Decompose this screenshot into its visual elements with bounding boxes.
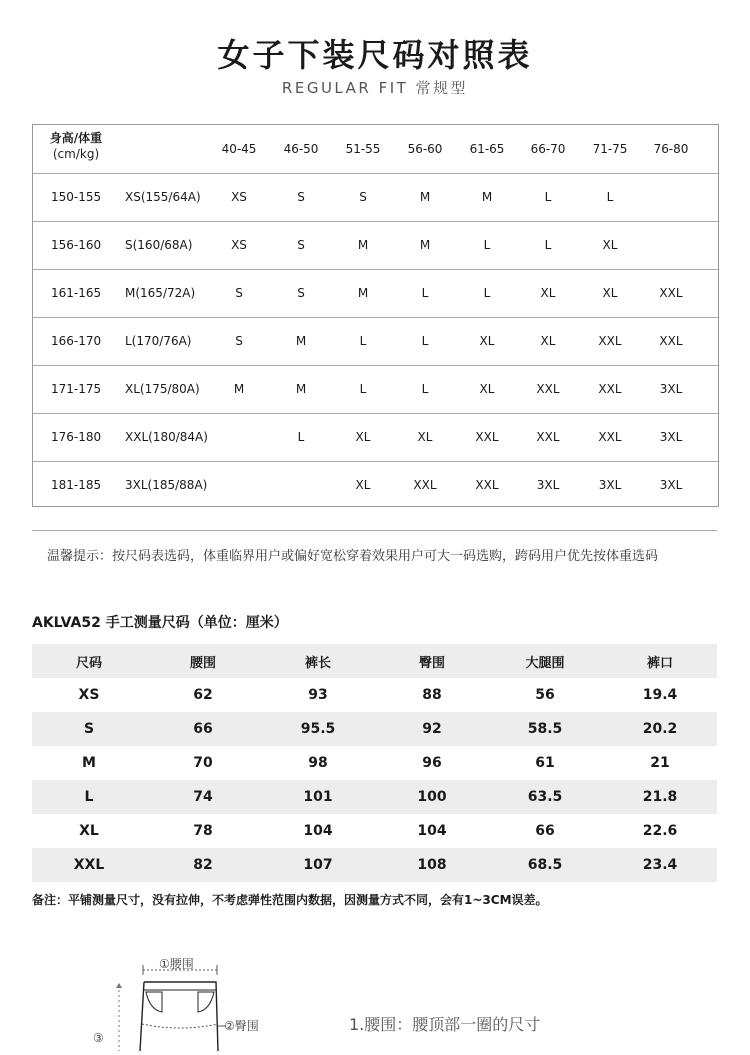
size-cell: L (606, 190, 614, 204)
height-range: 161-165 (51, 286, 102, 300)
label-hip: ②臀围 (224, 1019, 259, 1033)
size-cell (209, 413, 269, 461)
measurement-cell: 19.4 (642, 687, 678, 703)
measurement-column-header: 大腿围 (525, 655, 565, 671)
measurement-cell: 101 (303, 789, 333, 805)
size-cell: XL (540, 334, 556, 348)
measurement-cell: M (82, 755, 96, 771)
measurement-row (32, 678, 717, 712)
size-label: L(170/76A) (125, 334, 192, 348)
weight-column-header: 51-55 (345, 142, 381, 156)
size-cell: XL (479, 382, 495, 396)
size-cell: S (235, 286, 243, 300)
measurement-table (32, 644, 717, 882)
size-label: XXL(180/84A) (125, 430, 208, 444)
measurement-cell: 70 (193, 755, 213, 771)
measurement-cell: 88 (422, 687, 442, 703)
weight-column-header: 61-65 (469, 142, 505, 156)
size-cell: XS (231, 238, 247, 252)
measurement-row (32, 746, 717, 780)
measurement-title: AKLVA52 手工测量尺码（单位：厘米） (32, 615, 288, 631)
size-cell (271, 461, 331, 509)
measurement-cell: 62 (193, 687, 213, 703)
size-cell: 3XL (659, 478, 683, 492)
measurement-cell: XXL (73, 857, 105, 873)
size-cell: XS (231, 190, 247, 204)
size-cell: S (297, 286, 305, 300)
size-cell: M (419, 190, 431, 204)
measurement-row (32, 712, 717, 746)
measurement-cell: 92 (422, 721, 442, 737)
measurement-cell: 107 (303, 857, 333, 873)
height-range: 176-180 (51, 430, 102, 444)
measurement-column-header: 腰围 (189, 655, 216, 671)
corner-label-line2: (cm/kg) (52, 147, 100, 161)
size-cell: L (359, 334, 367, 348)
size-cell: 3XL (598, 478, 622, 492)
measurement-cell: S (83, 721, 95, 737)
measurement-cell: 20.2 (642, 721, 678, 737)
size-cell: S (297, 238, 305, 252)
size-cell: XL (602, 286, 618, 300)
size-cell: XXL (659, 334, 683, 348)
size-cell: XXL (598, 334, 622, 348)
size-cell: L (359, 382, 367, 396)
measurement-cell: 23.4 (642, 857, 678, 873)
size-cell: XL (540, 286, 556, 300)
size-cell: L (421, 334, 429, 348)
measurement-cell: 58.5 (527, 721, 563, 737)
size-chart-row (33, 365, 718, 414)
size-cell: S (235, 334, 243, 348)
measurement-cell: 104 (303, 823, 333, 839)
measurement-cell: 104 (417, 823, 447, 839)
size-chart-table (32, 124, 719, 507)
measurement-row (32, 848, 717, 882)
size-chart-row (33, 317, 718, 366)
measurement-row (32, 780, 717, 814)
size-cell: XL (355, 478, 371, 492)
size-cell: M (357, 238, 369, 252)
size-label: M(165/72A) (125, 286, 196, 300)
size-cell: M (295, 334, 307, 348)
size-cell: XXL (598, 382, 622, 396)
size-chart-row (33, 173, 718, 222)
size-cell: XL (602, 238, 618, 252)
measurement-cell: XL (79, 823, 99, 839)
measurement-cell: 108 (417, 857, 447, 873)
weight-column-header: 76-80 (653, 142, 689, 156)
page-title: 女子下装尺码对照表 (217, 36, 533, 74)
measurement-cell: 78 (193, 823, 213, 839)
measurement-cell: 98 (308, 755, 328, 771)
size-label: XL(175/80A) (125, 382, 200, 396)
size-chart-row (33, 269, 718, 318)
size-cell: S (359, 190, 367, 204)
size-cell: 3XL (659, 382, 683, 396)
weight-column-header: 40-45 (221, 142, 257, 156)
label-waist: ①腰围 (159, 957, 194, 971)
size-cell: L (483, 286, 491, 300)
measurement-cell: 66 (193, 721, 213, 737)
height-range: 171-175 (51, 382, 102, 396)
measurement-cell: 68.5 (527, 857, 563, 873)
measurement-cell: XS (78, 687, 100, 703)
size-notice: 温馨提示：按尺码表选码，体重临界用户或偏好宽松穿着效果用户可大一码选购，跨码用户优先按体重选码 (47, 549, 659, 564)
diagram-legend-waist: 1.腰围：腰顶部一圈的尺寸 (349, 1015, 541, 1034)
measurement-cell: 96 (422, 755, 442, 771)
label-three: ③ (93, 1031, 104, 1045)
measurement-cell: 95.5 (300, 721, 336, 737)
measurement-cell: 21 (650, 755, 670, 771)
measurement-row (32, 814, 717, 848)
size-chart-row (33, 221, 718, 270)
measurement-column-header: 尺码 (75, 655, 102, 671)
size-cell: S (297, 190, 305, 204)
corner-label (47, 130, 105, 162)
page-subtitle: REGULAR FIT 常规型 (281, 79, 469, 97)
size-cell: XXL (475, 478, 499, 492)
height-range: 156-160 (51, 238, 102, 252)
size-label: S(160/68A) (125, 238, 193, 252)
measurement-column-header: 裤口 (646, 655, 673, 671)
measurement-footnote: 备注：平铺测量尺寸，没有拉伸，不考虑弹性范围内数据，因测量方式不同，会有1~3CM误差。 (32, 893, 548, 907)
measurement-cell: 74 (193, 789, 213, 805)
measurement-cell: 63.5 (527, 789, 563, 805)
size-cell: XXL (536, 430, 560, 444)
size-cell: XL (479, 334, 495, 348)
size-cell: L (544, 190, 552, 204)
size-cell: L (421, 382, 429, 396)
size-label: XS(155/64A) (125, 190, 201, 204)
measurement-cell: 61 (535, 755, 555, 771)
size-cell: M (419, 238, 431, 252)
size-cell: 3XL (659, 430, 683, 444)
size-cell: 3XL (536, 478, 560, 492)
weight-column-header: 66-70 (530, 142, 566, 156)
size-cell: M (357, 286, 369, 300)
size-cell: XXL (659, 286, 683, 300)
size-cell (641, 221, 701, 269)
size-cell: M (481, 190, 493, 204)
size-cell: L (544, 238, 552, 252)
size-cell: XXL (598, 430, 622, 444)
size-chart-row (33, 461, 718, 509)
height-range: 150-155 (51, 190, 102, 204)
size-chart-header-row (33, 125, 718, 174)
height-range: 181-185 (51, 478, 102, 492)
weight-column-header: 46-50 (283, 142, 319, 156)
size-cell: M (233, 382, 245, 396)
size-cell (209, 461, 269, 509)
size-cell: XXL (536, 382, 560, 396)
size-label: 3XL(185/88A) (125, 478, 208, 492)
measurement-header-row (32, 644, 717, 678)
measurement-cell: 66 (535, 823, 555, 839)
measurement-column-header: 臀围 (418, 655, 445, 671)
size-cell: L (297, 430, 305, 444)
measurement-column-header: 裤长 (304, 655, 331, 671)
size-cell: L (483, 238, 491, 252)
measurement-cell: 22.6 (642, 823, 678, 839)
measurement-cell: 100 (417, 789, 447, 805)
size-cell: XL (355, 430, 371, 444)
measurement-cell: 21.8 (642, 789, 678, 805)
size-cell: XXL (413, 478, 437, 492)
size-chart-row (33, 413, 718, 462)
size-cell: XXL (475, 430, 499, 444)
measurement-cell: L (84, 789, 94, 805)
size-cell: XL (417, 430, 433, 444)
weight-column-header: 56-60 (407, 142, 443, 156)
divider (32, 530, 717, 531)
size-cell: M (295, 382, 307, 396)
measurement-cell: 56 (535, 687, 555, 703)
corner-label-line1: 身高/体重 (49, 131, 103, 145)
size-cell: L (421, 286, 429, 300)
height-range: 166-170 (51, 334, 102, 348)
measurement-cell: 93 (308, 687, 328, 703)
weight-column-header: 71-75 (592, 142, 628, 156)
size-cell (641, 173, 701, 221)
measurement-cell: 82 (193, 857, 213, 873)
